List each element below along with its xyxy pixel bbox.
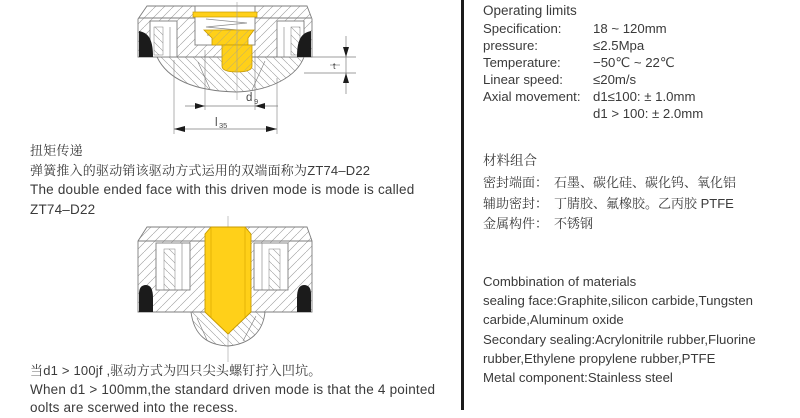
pressure-value: ≤2.5Mpa [593,38,645,53]
linear-speed-label: Linear speed: [483,72,563,87]
axial-movement-value-2: d1 > 100: ± 2.0mm [593,106,704,121]
torque-text-block [30,141,414,219]
materials-zh-title: 材料组合 [483,153,537,168]
torque-title-zh: 扭矩传递 [30,143,83,158]
metal-component-zh-value: 不锈钢 [554,216,594,231]
spec-label: Specification: [483,21,562,36]
o-ring-left [139,285,153,312]
sealing-face-zh-value: 石墨、碳化硅、碳化钨、氧化铝 [554,175,737,190]
secondary-sealing-zh-label: 辅助密封： [483,195,549,211]
secondary-sealing-zh-row [483,194,793,215]
materials-en-section [483,272,795,387]
torque-line-zh: 弹簧推入的驱动销该驱动方式运用的双端面称为ZT74–D22 [30,162,371,178]
secondary-sealing-zh-value: 丁腈胶、氟橡胶。乙丙胶 PTFE [554,195,734,211]
linear-speed-value: ≤20m/s [593,72,637,87]
metal-component-zh-label: 金属构件： [483,216,549,231]
pressure-row [483,37,793,54]
t-dim-arrow-down [343,47,349,57]
d9-dim-arrow-left [195,103,205,109]
materials-en-line-3: Secondary sealing:Acrylonitrile rubber,Fluorine [483,331,756,347]
temperature-row [483,54,793,71]
materials-zh-section [483,149,793,235]
materials-en-line-2: carbide,Aluminum oxide [483,312,624,328]
materials-en-line-1: sealing face:Graphite,silicon carbide,Tungsten [483,293,754,309]
l35-dim-arrow-left [174,126,185,132]
operating-limits-section [483,3,793,122]
dim-label-t: t [333,61,336,71]
l35-dim-arrow-right [266,126,277,132]
linear-speed-row [483,71,793,88]
seal-cross-section-bottom-figure [123,213,367,365]
recess-line-en-1: When d1 > 100mm,the standard driven mode is that the 4 pointed [30,381,436,397]
column-divider [461,0,464,410]
temperature-value: −50℃ ~ 22℃ [593,55,675,70]
temperature-label: Temperature: [483,55,561,70]
operating-limits-title: Operating limits [483,3,577,18]
spring-seat-highlight [193,12,257,17]
dim-label-d9-sub: 9 [254,97,259,106]
sealing-face-zh-row [483,173,793,194]
pressure-label: pressure: [483,38,538,53]
o-ring-right [297,285,311,312]
seal-cross-section-top-figure [128,0,460,140]
recess-text-block [30,362,435,418]
axial-movement-row [483,88,793,105]
recess-line-en-2: oolts are scerwed into the recess. [30,400,238,415]
dim-label-l35: l [215,117,218,129]
spec-row [483,20,793,37]
materials-en-line-4: rubber,Ethylene propylene rubber,PTFE [483,350,716,366]
axial-movement-value: d1≤100: ± 1.0mm [593,89,696,104]
dim-label-d9: d [246,92,253,104]
dim-label-l35-sub: 35 [219,121,228,130]
spec-value: 18 ~ 120mm [593,21,667,36]
torque-line-en-1: The double ended face with this driven mode is mode is called [30,182,415,197]
sealing-face-zh-label: 密封端面： [483,175,549,190]
metal-component-zh-row [483,214,793,235]
recess-line-zh: 当d1 > 100jf ,驱动方式为四只尖头螺钉拧入凹坑。 [30,363,322,378]
torque-line-en-2: ZT74–D22 [30,201,96,217]
pointed-bolt-highlight [205,227,251,334]
axial-movement-label: Axial movement: [483,89,581,104]
t-dim-arrow-up [343,73,349,83]
materials-en-title: Combbination of materials [483,274,637,289]
materials-en-line-5: Metal component:Stainless steel [483,370,673,386]
axial-movement-row-2 [483,105,793,122]
